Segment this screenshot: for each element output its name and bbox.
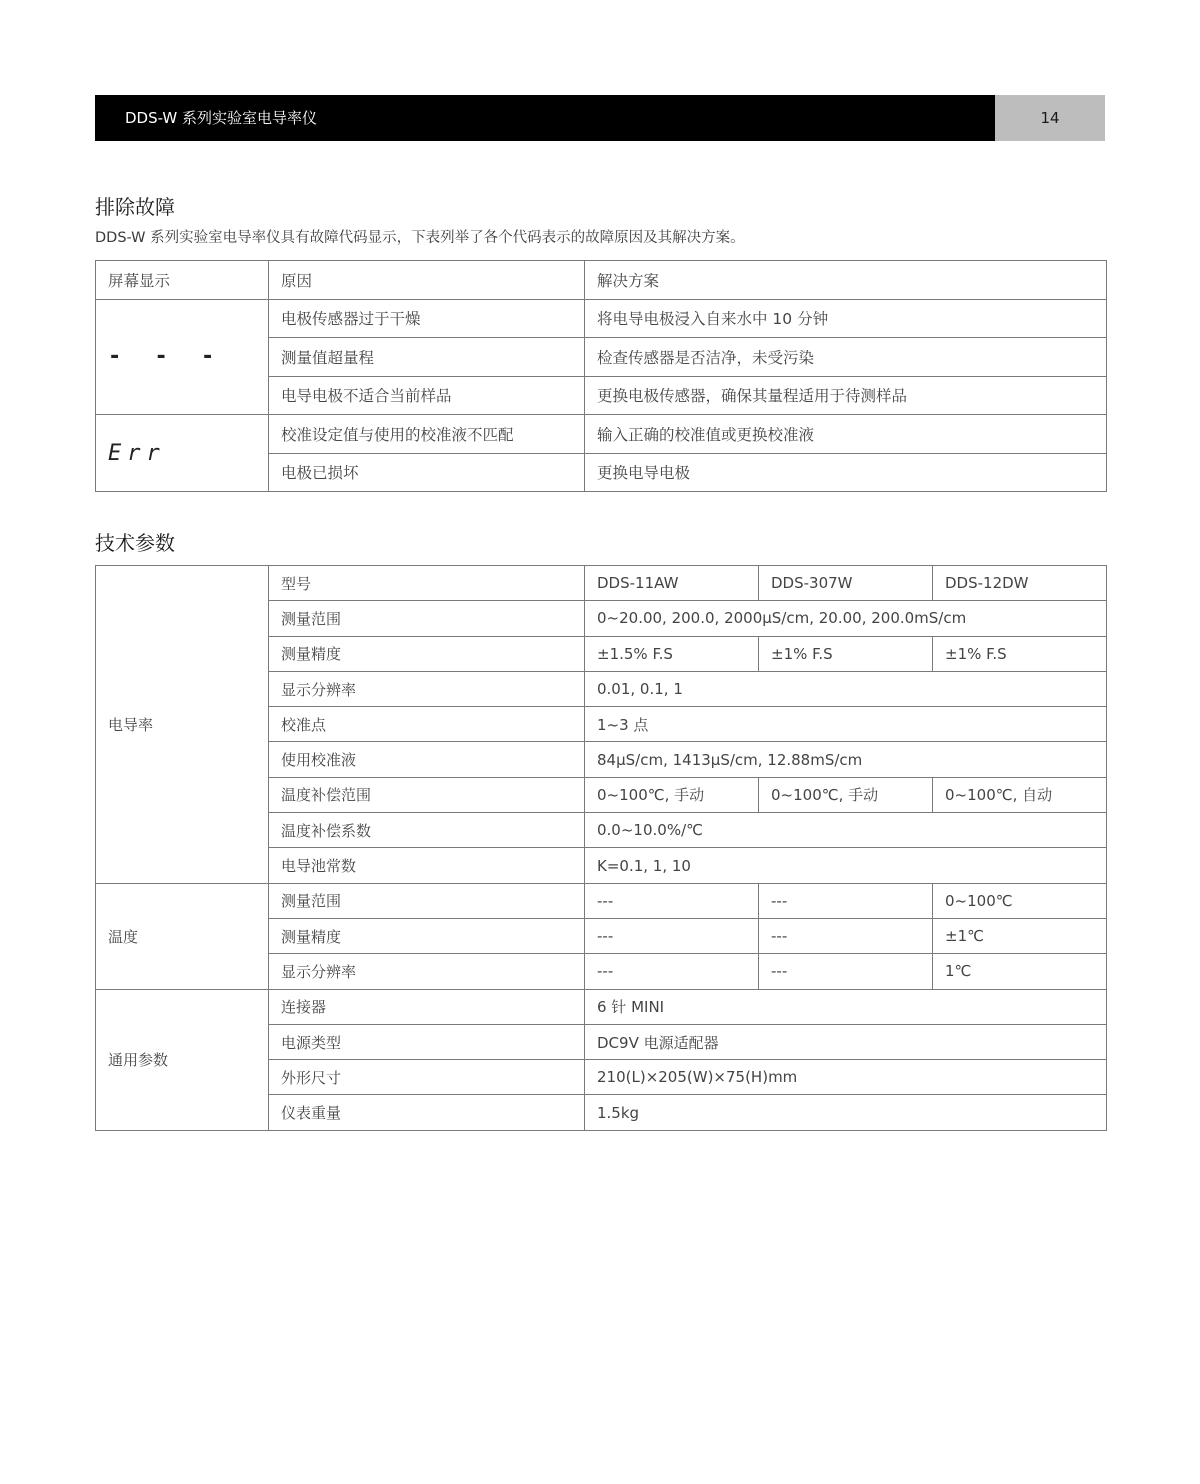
param-cell: 外形尺寸	[269, 1060, 585, 1095]
param-cell: 显示分辨率	[269, 671, 585, 706]
value-cell: ---	[759, 918, 933, 953]
cause-cell: 电导电极不适合当前样品	[269, 376, 585, 415]
value-cell: ±1% F.S	[759, 636, 933, 671]
group-label-temperature: 温度	[96, 883, 269, 989]
value-cell: ---	[759, 954, 933, 989]
param-cell: 温度补偿系数	[269, 813, 585, 848]
table-row	[96, 989, 1107, 1024]
table-row	[96, 415, 1107, 454]
value-cell: ±1.5% F.S	[585, 636, 759, 671]
lcd-display-err: Err	[108, 440, 166, 466]
value-cell: 210(L)×205(W)×75(H)mm	[585, 1060, 1107, 1095]
value-cell: 84μS/cm, 1413μS/cm, 12.88mS/cm	[585, 742, 1107, 777]
specs-title: 技术参数	[95, 531, 175, 555]
group-label-general: 通用参数	[96, 989, 269, 1130]
param-cell: 仪表重量	[269, 1095, 585, 1130]
param-cell: 显示分辨率	[269, 954, 585, 989]
value-cell: 0~100℃, 自动	[933, 777, 1107, 812]
column-header-solution: 解决方案	[585, 261, 1107, 300]
value-cell: ±1% F.S	[933, 636, 1107, 671]
param-cell: 温度补偿范围	[269, 777, 585, 812]
cause-cell: 电极已损坏	[269, 453, 585, 492]
param-cell: 型号	[269, 566, 585, 601]
param-cell: 校准点	[269, 707, 585, 742]
param-cell: 测量精度	[269, 918, 585, 953]
cause-cell: 测量值超量程	[269, 338, 585, 377]
table-row	[96, 566, 1107, 601]
value-cell: 0~20.00, 200.0, 2000μS/cm, 20.00, 200.0mS/cm	[585, 601, 1107, 636]
param-cell: 测量范围	[269, 601, 585, 636]
group-label-conductivity: 电导率	[96, 566, 269, 884]
value-cell: ---	[585, 918, 759, 953]
value-cell: ---	[585, 954, 759, 989]
value-cell: 1.5kg	[585, 1095, 1107, 1130]
value-cell: 1~3 点	[585, 707, 1107, 742]
column-header-display: 屏幕显示	[96, 261, 269, 300]
troubleshooting-title: 排除故障	[95, 195, 175, 219]
lcd-display-dashes: - - -	[108, 344, 225, 370]
cause-cell: 校准设定值与使用的校准液不匹配	[269, 415, 585, 454]
value-cell: DDS-307W	[759, 566, 933, 601]
param-cell: 测量精度	[269, 636, 585, 671]
value-cell: 0~100℃, 手动	[585, 777, 759, 812]
value-cell: 0.0~10.0%/℃	[585, 813, 1107, 848]
table-row	[96, 299, 1107, 338]
value-cell: DDS-12DW	[933, 566, 1107, 601]
solution-cell: 更换电极传感器，确保其量程适用于待测样品	[585, 376, 1107, 415]
error-code-dashes	[96, 299, 269, 415]
param-cell: 测量范围	[269, 883, 585, 918]
page-number: 14	[995, 95, 1105, 141]
table-header-row	[96, 261, 1107, 300]
solution-cell: 将电导电极浸入自来水中 10 分钟	[585, 299, 1107, 338]
solution-cell: 输入正确的校准值或更换校准液	[585, 415, 1107, 454]
specs-table	[95, 565, 1107, 1131]
solution-cell: 检查传感器是否洁净，未受污染	[585, 338, 1107, 377]
value-cell: ±1℃	[933, 918, 1107, 953]
cause-cell: 电极传感器过于干燥	[269, 299, 585, 338]
table-row	[96, 883, 1107, 918]
value-cell: DDS-11AW	[585, 566, 759, 601]
param-cell: 连接器	[269, 989, 585, 1024]
value-cell: 1℃	[933, 954, 1107, 989]
error-code-err	[96, 415, 269, 492]
document-title: DDS-W 系列实验室电导率仪	[95, 95, 995, 141]
value-cell: 0~100℃	[933, 883, 1107, 918]
value-cell: K=0.1, 1, 10	[585, 848, 1107, 883]
page-header	[95, 95, 1105, 141]
solution-cell: 更换电导电极	[585, 453, 1107, 492]
value-cell: 0~100℃, 手动	[759, 777, 933, 812]
param-cell: 电导池常数	[269, 848, 585, 883]
value-cell: ---	[585, 883, 759, 918]
value-cell: ---	[759, 883, 933, 918]
param-cell: 使用校准液	[269, 742, 585, 777]
value-cell: 6 针 MINI	[585, 989, 1107, 1024]
column-header-cause: 原因	[269, 261, 585, 300]
value-cell: DC9V 电源适配器	[585, 1024, 1107, 1059]
value-cell: 0.01, 0.1, 1	[585, 671, 1107, 706]
troubleshooting-table	[95, 260, 1107, 492]
troubleshooting-intro: DDS-W 系列实验室电导率仪具有故障代码显示，下表列举了各个代码表示的故障原因及其解决方案。	[95, 230, 745, 246]
param-cell: 电源类型	[269, 1024, 585, 1059]
